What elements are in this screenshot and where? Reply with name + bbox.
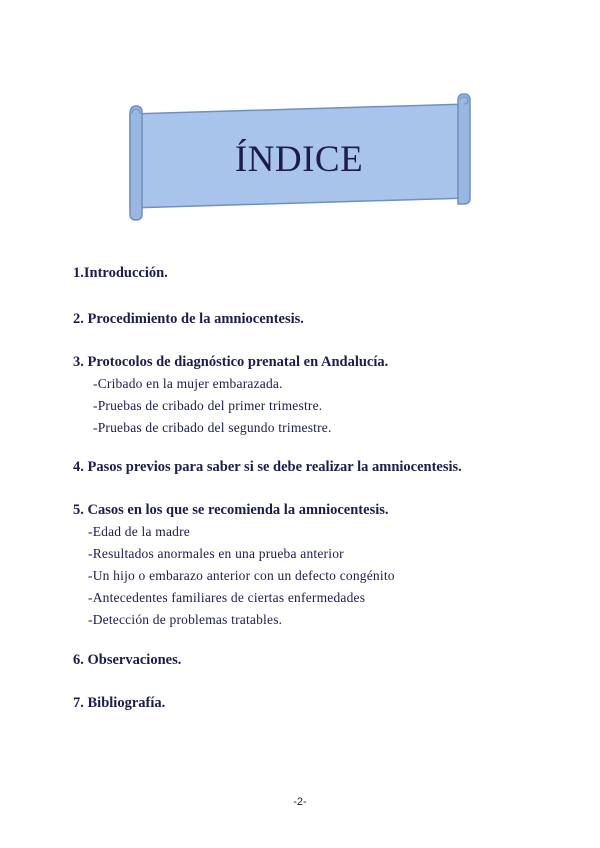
toc-subitem: -Cribado en la mujer embarazada.: [93, 376, 283, 391]
toc-heading: 6. Observaciones.: [73, 652, 182, 668]
banner-title: ÍNDICE: [234, 138, 364, 180]
toc-subitem: -Edad de la madre: [88, 524, 190, 539]
toc-section-6: [73, 649, 181, 671]
toc-heading: 4. Pasos previos para saber si se debe realizar la amniocentesis.: [73, 459, 462, 475]
toc-section-4: [73, 456, 462, 478]
index-banner: [118, 92, 480, 224]
toc-subitem: -Pruebas de cribado del primer trimestre.: [93, 398, 323, 413]
toc-section-7: [73, 692, 165, 714]
toc-heading: 3. Protocolos de diagnóstico prenatal en Andalucía.: [73, 354, 389, 370]
toc-section-1: [73, 262, 168, 284]
toc-subitem: -Resultados anormales en una prueba anterior: [88, 546, 344, 561]
toc-section-2: [73, 308, 304, 330]
toc-heading: 5. Casos en los que se recomienda la amniocentesis.: [73, 502, 389, 518]
page-number: -2-: [293, 796, 307, 808]
toc-section-3: [73, 351, 388, 439]
toc-subitem: -Detección de problemas tratables.: [88, 612, 283, 627]
toc-subitem: -Un hijo o embarazo anterior con un defecto congénito: [88, 568, 395, 583]
toc-heading: 7. Bibliografía.: [73, 695, 166, 711]
toc-subitem: -Pruebas de cribado del segundo trimestre.: [93, 420, 332, 435]
toc-heading: 1.Introducción.: [73, 265, 168, 281]
toc-heading: 2. Procedimiento de la amniocentesis.: [73, 311, 304, 327]
toc-section-5: [73, 499, 395, 631]
toc-subitem: -Antecedentes familiares de ciertas enfermedades: [88, 590, 366, 605]
